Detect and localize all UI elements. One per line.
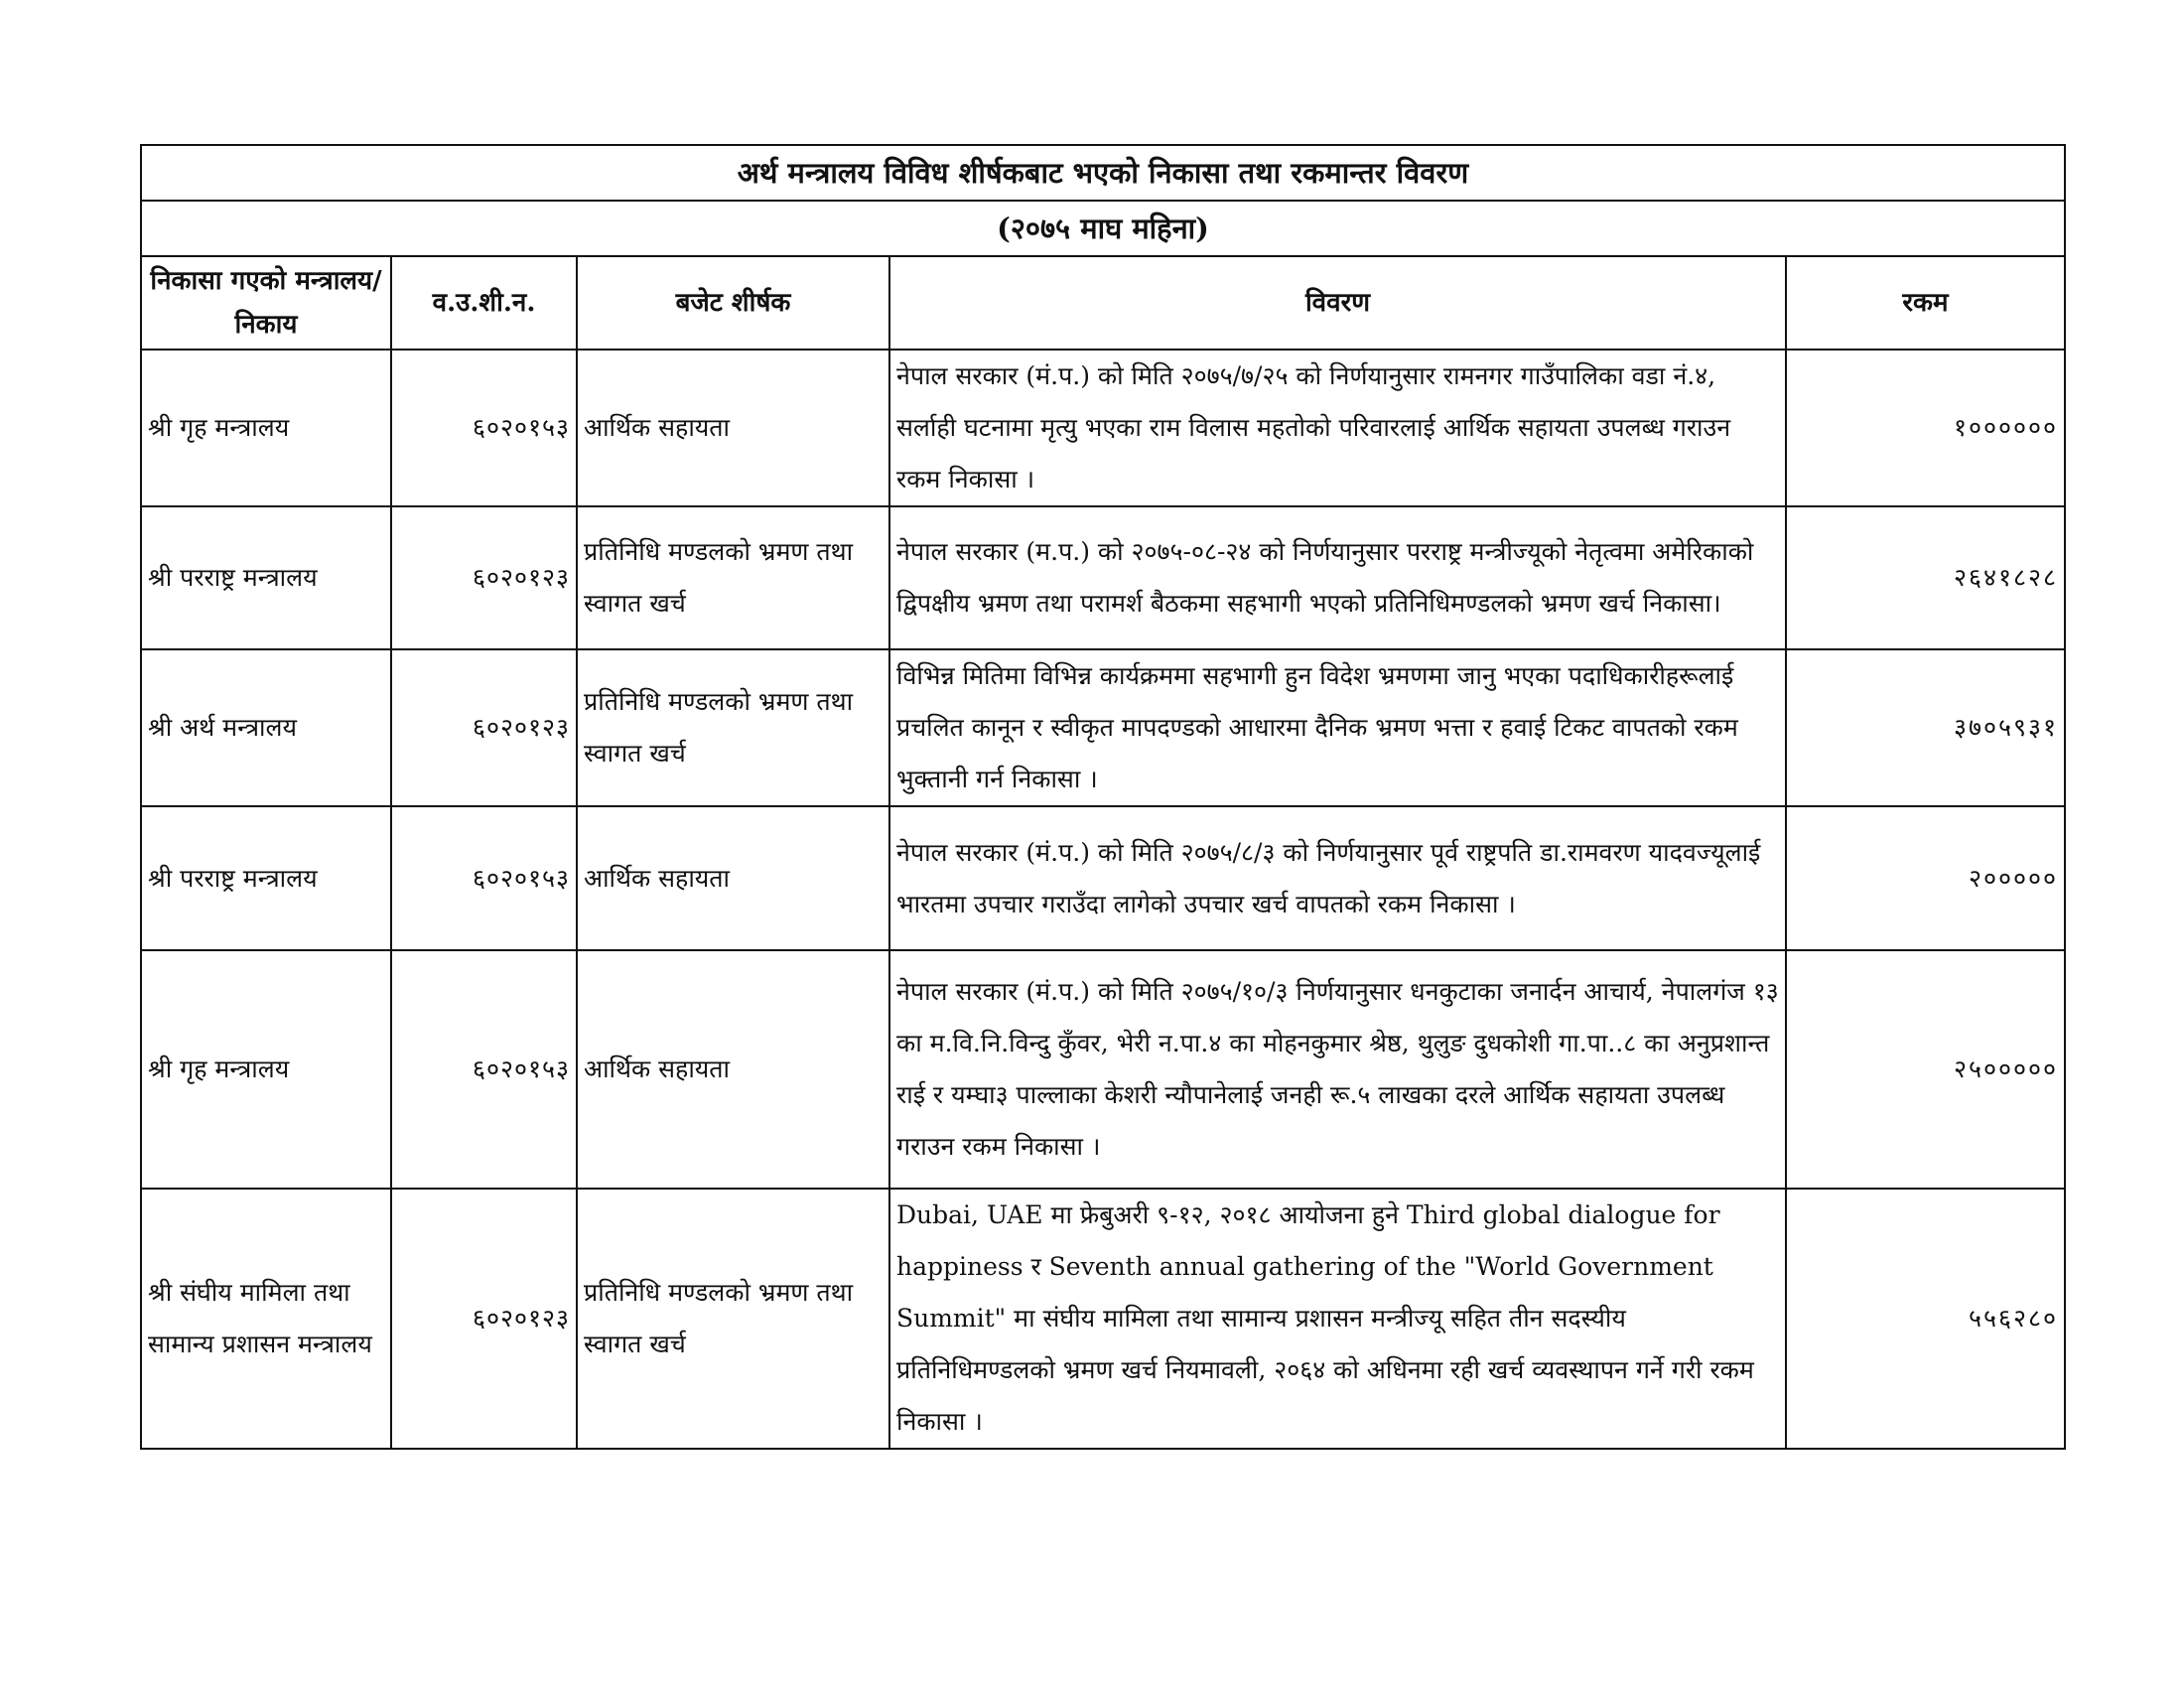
- column-header-description: विवरण: [889, 256, 1786, 350]
- code-cell: ६०२०१२३: [391, 506, 577, 649]
- page-title: अर्थ मन्त्रालय विविध शीर्षकबाट भएको निकासा तथा रकमान्तर विवरण: [141, 145, 2065, 201]
- budget-head-cell: आर्थिक सहायता: [577, 350, 889, 506]
- description-cell: नेपाल सरकार (मं.प.) को मिति २०७५/८/३ को निर्णयानुसार पूर्व राष्ट्रपति डा.रामवरण यादवज्यूलाई भारतमा उपचार गराउँदा लागेको उपचार खर्च वापतको रकम निकासा ।: [889, 806, 1786, 950]
- disbursement-table: [140, 144, 2066, 1450]
- code-cell: ६०२०१२३: [391, 1189, 577, 1449]
- table-row: [141, 950, 2065, 1189]
- ministry-cell: श्री गृह मन्त्रालय: [141, 350, 391, 506]
- subtitle-row: [141, 201, 2065, 256]
- code-cell: ६०२०१२३: [391, 649, 577, 806]
- column-header-row: [141, 256, 2065, 350]
- amount-cell: २५०००००: [1786, 950, 2065, 1189]
- table-row: [141, 506, 2065, 649]
- table-row: [141, 1189, 2065, 1449]
- ministry-cell: श्री परराष्ट्र मन्त्रालय: [141, 806, 391, 950]
- code-cell: ६०२०१५३: [391, 806, 577, 950]
- description-cell: नेपाल सरकार (मं.प.) को मिति २०७५/१०/३ निर्णयानुसार धनकुटाका जनार्दन आचार्य, नेपालगंज १३ का म.वि.नि.विन्दु कुँवर, भेरी न.पा.४ का मोहनकुमार श्रेष्ठ, थुलुङ दुधकोशी गा.पा..८ का अनुप्रशान्त राई र यम्घा३ पाल्लाका केशरी न्यौपानेलाई जनही रू.५ लाखका दरले आर्थिक सहायता उपलब्ध गराउन रकम निकासा ।: [889, 950, 1786, 1189]
- column-header-budget-head: बजेट शीर्षक: [577, 256, 889, 350]
- ministry-cell: श्री परराष्ट्र मन्त्रालय: [141, 506, 391, 649]
- title-row: [141, 145, 2065, 201]
- ministry-cell: श्री अर्थ मन्त्रालय: [141, 649, 391, 806]
- amount-cell: २६४१८२८: [1786, 506, 2065, 649]
- description-cell: विभिन्न मितिमा विभिन्न कार्यक्रममा सहभागी हुन विदेश भ्रमणमा जानु भएका पदाधिकारीहरूलाई प्रचलित कानून र स्वीकृत मापदण्डको आधारमा दैनिक भ्रमण भत्ता र हवाई टिकट वापतको रकम भुक्तानी गर्न निकासा ।: [889, 649, 1786, 806]
- description-cell: नेपाल सरकार (म.प.) को २०७५-०८-२४ को निर्णयानुसार परराष्ट्र मन्त्रीज्यूको नेतृत्वमा अमेरिकाको द्विपक्षीय भ्रमण तथा परामर्श बैठकमा सहभागी भएको प्रतिनिधिमण्डलको भ्रमण खर्च निकासा।: [889, 506, 1786, 649]
- budget-head-cell: आर्थिक सहायता: [577, 950, 889, 1189]
- table-row: [141, 350, 2065, 506]
- description-cell: Dubai, UAE मा फ्रेबुअरी ९-१२, २०१८ आयोजना हुने Third global dialogue for happiness र Seventh annual gathering of the "World Government Summit" मा संघीय मामिला तथा सामान्य प्रशासन मन्त्रीज्यू सहित तीन सदस्यीय प्रतिनिधिमण्डलको भ्रमण खर्च नियमावली, २०६४ को अधिनमा रही खर्च व्यवस्थापन गर्ने गरी रकम निकासा ।: [889, 1189, 1786, 1449]
- amount-cell: १००००००: [1786, 350, 2065, 506]
- page-subtitle: (२०७५ माघ महिना): [141, 201, 2065, 256]
- budget-head-cell: प्रतिनिधि मण्डलको भ्रमण तथा स्वागत खर्च: [577, 506, 889, 649]
- code-cell: ६०२०१५३: [391, 350, 577, 506]
- ministry-cell: श्री संघीय मामिला तथा सामान्य प्रशासन मन्त्रालय: [141, 1189, 391, 1449]
- table-row: [141, 649, 2065, 806]
- table-row: [141, 806, 2065, 950]
- ministry-cell: श्री गृह मन्त्रालय: [141, 950, 391, 1189]
- budget-head-cell: आर्थिक सहायता: [577, 806, 889, 950]
- budget-head-cell: प्रतिनिधि मण्डलको भ्रमण तथा स्वागत खर्च: [577, 1189, 889, 1449]
- amount-cell: ५५६२८०: [1786, 1189, 2065, 1449]
- column-header-code: व.उ.शी.न.: [391, 256, 577, 350]
- column-header-ministry: निकासा गएको मन्त्रालय/निकाय: [141, 256, 391, 350]
- amount-cell: २०००००: [1786, 806, 2065, 950]
- description-cell: नेपाल सरकार (मं.प.) को मिति २०७५/७/२५ को निर्णयानुसार रामनगर गाउँपालिका वडा नं.४, सर्लाही घटनामा मृत्यु भएका राम विलास महतोको परिवारलाई आर्थिक सहायता उपलब्ध गराउन रकम निकासा ।: [889, 350, 1786, 506]
- amount-cell: ३७०५९३१: [1786, 649, 2065, 806]
- budget-head-cell: प्रतिनिधि मण्डलको भ्रमण तथा स्वागत खर्च: [577, 649, 889, 806]
- column-header-amount: रकम: [1786, 256, 2065, 350]
- code-cell: ६०२०१५३: [391, 950, 577, 1189]
